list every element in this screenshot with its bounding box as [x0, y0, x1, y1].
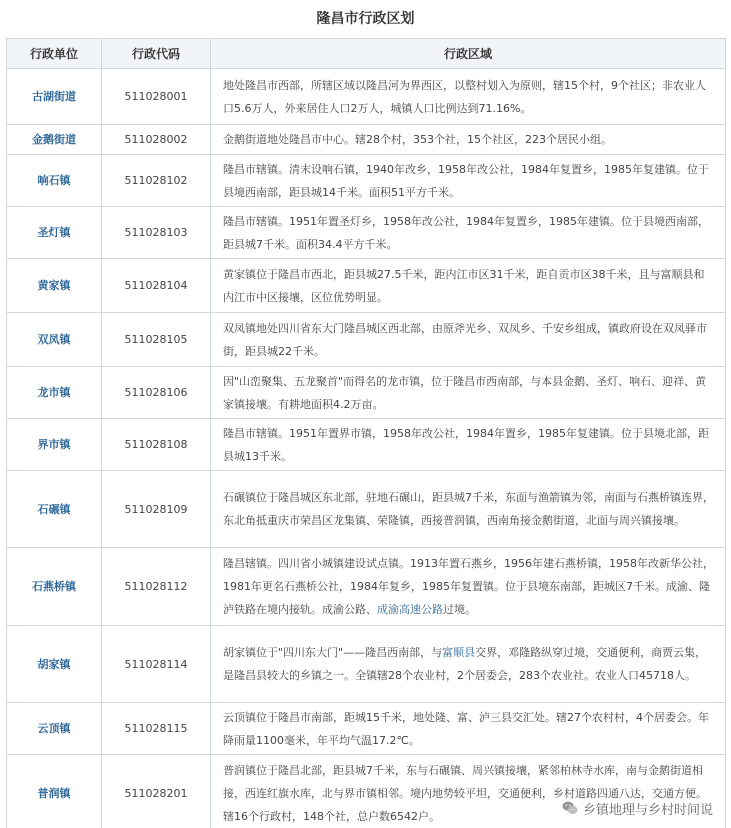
table-row — [7, 259, 726, 313]
unit-name[interactable]: 普润镇 — [7, 755, 102, 828]
page-title: 隆昌市行政区划 — [316, 11, 415, 27]
unit-name[interactable]: 界市镇 — [7, 419, 102, 471]
unit-description — [211, 626, 726, 703]
unit-name[interactable]: 云顶镇 — [7, 703, 102, 755]
unit-name[interactable]: 石燕桥镇 — [7, 548, 102, 626]
unit-name[interactable]: 黄家镇 — [7, 259, 102, 313]
unit-code: 511028115 — [102, 703, 211, 755]
unit-description: 普润镇位于隆昌北部，距县城7千米，东与石碾镇、周兴镇接壤，紧邻柏林寺水库，南与金鹅街道相接，西连红旗水库，北与界市镇相邻。境内地势较平坦，交通便利，乡村道路四通八达，交通方便。辖16个行政村，148个社，总户数6542户。 — [211, 755, 726, 828]
county-link[interactable]: 富顺县 — [442, 646, 476, 659]
table-row — [7, 548, 726, 626]
header-unit: 行政单位 — [7, 39, 102, 69]
description-tail: 交界，邓隆路纵穿过境，交通便利，商贾云集，是隆昌县较大的乡镇之一。全镇辖28个农业村，2个居委会，283个农业社。农业人口45718人。 — [223, 646, 707, 682]
unit-code: 511028108 — [102, 419, 211, 471]
admin-division-table — [6, 38, 726, 828]
unit-code: 511028201 — [102, 755, 211, 828]
unit-code: 511028112 — [102, 548, 211, 626]
unit-description — [211, 548, 726, 626]
unit-name[interactable]: 金鹅街道 — [7, 125, 102, 155]
table-header-row — [7, 39, 726, 69]
watermark-text: 乡镇地理与乡村时间说 — [582, 802, 713, 818]
description-text: 隆昌辖镇。四川省小城镇建设试点镇。1913年置石燕乡，1956年建石燕桥镇，1958年改新华公社，1981年更名石燕桥公社，1984年复乡，1985年复置镇。位于县境东南部，距城区7千米。成渝、隆泸铁路在境内接轨。成渝公路、 — [223, 557, 714, 616]
table-row — [7, 367, 726, 419]
header-code: 行政代码 — [102, 39, 211, 69]
watermark — [561, 796, 713, 820]
unit-name[interactable]: 古湖街道 — [7, 69, 102, 125]
unit-description: 地处隆昌市西部，所辖区域以隆昌河为界西区，以整村划入为原则，辖15个村，9个社区；非农业人口5.6万人，外来居住人口2万人，城镇人口比例达到71.16%。 — [211, 69, 726, 125]
unit-code: 511028002 — [102, 125, 211, 155]
wechat-icon — [561, 799, 579, 817]
unit-code: 511028104 — [102, 259, 211, 313]
table-row — [7, 626, 726, 703]
table-row — [7, 207, 726, 259]
unit-code: 511028001 — [102, 69, 211, 125]
unit-name[interactable]: 胡家镇 — [7, 626, 102, 703]
unit-code: 511028109 — [102, 471, 211, 548]
table-row — [7, 471, 726, 548]
unit-description: 隆昌市辖镇。1951年置界市镇，1958年改公社，1984年置乡，1985年复建镇。位于县境北部，距县城13千米。 — [211, 419, 726, 471]
header-area: 行政区域 — [211, 39, 726, 69]
unit-name[interactable]: 双凤镇 — [7, 313, 102, 367]
unit-name[interactable]: 圣灯镇 — [7, 207, 102, 259]
table-row — [7, 313, 726, 367]
highway-link[interactable]: 成渝高速公路 — [377, 603, 443, 616]
unit-code: 511028103 — [102, 207, 211, 259]
table-row — [7, 155, 726, 207]
table-row — [7, 703, 726, 755]
unit-code: 511028105 — [102, 313, 211, 367]
unit-description: 双凤镇地处四川省东大门隆昌城区西北部，由原斧光乡、双凤乡、千安乡组成，镇政府设在双凤驿市街，距县城22千米。 — [211, 313, 726, 367]
unit-code: 511028102 — [102, 155, 211, 207]
unit-name[interactable]: 石碾镇 — [7, 471, 102, 548]
unit-description: 石碾镇位于隆昌城区东北部，驻地石碾山，距县城7千米，东面与渔箭镇为邻，南面与石燕桥镇连界，东北角抵重庆市荣昌区龙集镇、荣隆镇，西接普润镇，西南角接金鹅街道，北面与周兴镇接壤。 — [211, 471, 726, 548]
unit-name[interactable]: 响石镇 — [7, 155, 102, 207]
unit-code: 511028106 — [102, 367, 211, 419]
unit-description: 云顶镇位于隆昌市南部，距城15千米，地处隆、富、泸三县交汇处。辖27个农村村，4个居委会。年降雨量1100毫米，年平均气温17.2℃。 — [211, 703, 726, 755]
unit-name[interactable]: 龙市镇 — [7, 367, 102, 419]
unit-description: 黄家镇位于隆昌市西北，距县城27.5千米，距内江市区31千米，距自贡市区38千米，且与富顺县和内江市中区接壤，区位优势明显。 — [211, 259, 726, 313]
unit-description: 因"山峦聚集、五龙聚首"而得名的龙市镇，位于隆昌市西南部，与本县金鹅、圣灯、响石、迎祥、黄家镇接壤。有耕地面积4.2万亩。 — [211, 367, 726, 419]
table-row — [7, 69, 726, 125]
unit-description: 隆昌市辖镇。清末设响石镇，1940年改乡，1958年改公社，1984年复置乡，1985年复建镇。位于县境西南部，距县城14千米。面积51平方千米。 — [211, 155, 726, 207]
unit-description: 隆昌市辖镇。1951年置圣灯乡，1958年改公社，1984年复置乡，1985年建镇。位于县境西南部，距县城7千米。面积34.4平方千米。 — [211, 207, 726, 259]
description-text: 胡家镇位于"四川东大门"——隆昌西南部，与 — [223, 646, 443, 659]
table-row — [7, 125, 726, 155]
unit-code: 511028114 — [102, 626, 211, 703]
unit-description: 金鹅街道地处隆昌市中心。辖28个村，353个社，15个社区，223个居民小组。 — [211, 125, 726, 155]
description-tail: 过境。 — [443, 603, 476, 616]
table-row — [7, 419, 726, 471]
